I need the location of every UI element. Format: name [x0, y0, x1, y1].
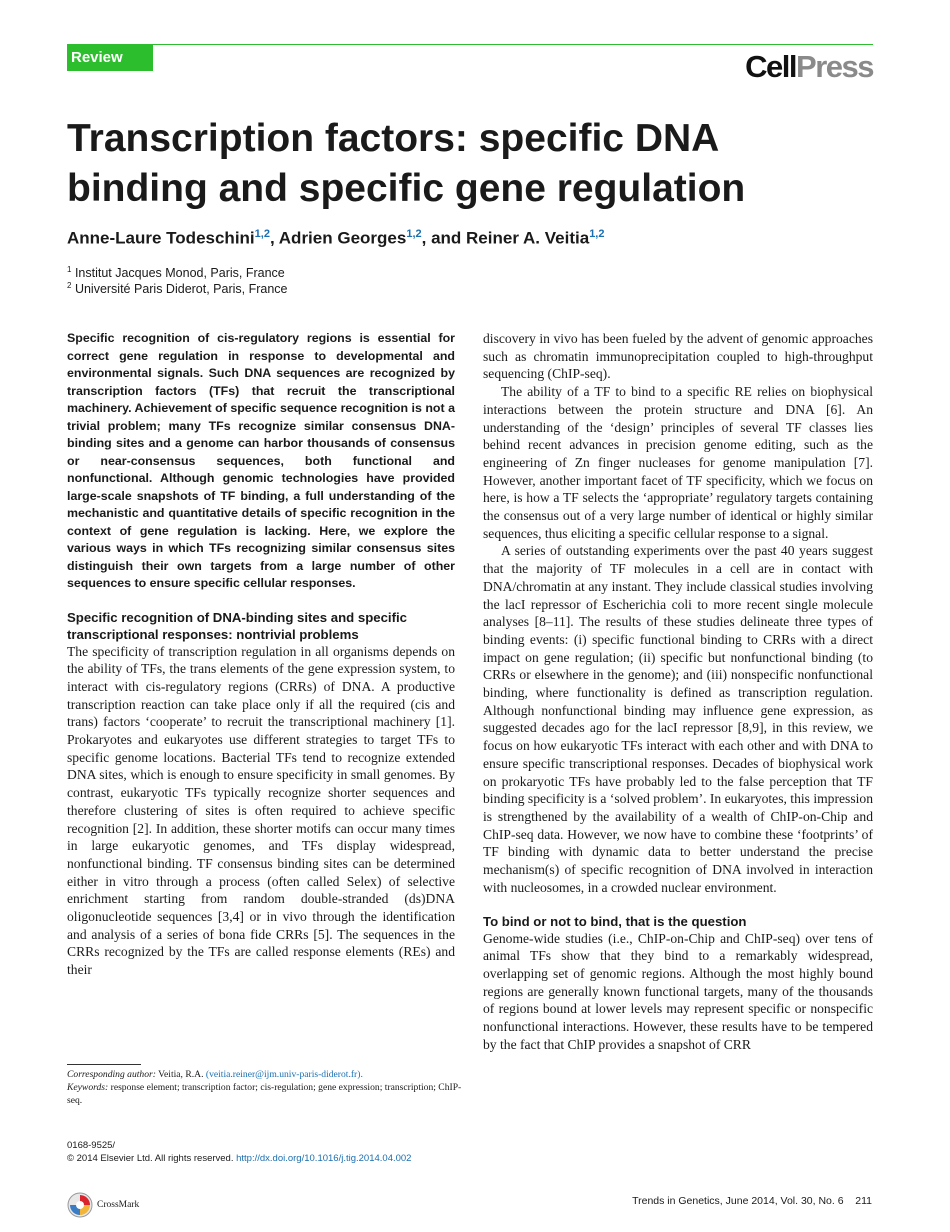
section-heading-to-bind: To bind or not to bind, that is the question: [483, 913, 747, 929]
header-rule: [153, 44, 873, 45]
article-title: [67, 114, 887, 214]
journal-citation: Trends in Genetics, June 2014, Vol. 30, No. 6: [632, 1195, 844, 1207]
copyright-text: © 2014 Elsevier Ltd. All rights reserved.: [67, 1153, 234, 1164]
section-heading-specific-recognition: Specific recognition of DNA-binding sites and specific transcriptional responses: nontrivial problems: [67, 609, 407, 642]
right-column: [483, 330, 873, 1053]
corresponding-email-link[interactable]: (veitia.reiner@ijm.univ-paris-diderot.fr).: [205, 1069, 363, 1080]
keywords-text: response element; transcription factor; cis-regulation; gene expression; transcription; ChIP-seq.: [67, 1082, 462, 1106]
author-name: Reiner A. Veitia: [466, 228, 590, 248]
paragraph-discovery: discovery in vivo has been fueled by the advent of genomic approaches such as chromatin immunoprecipitation coupled to high-throughput sequencing (ChIP-seq).: [483, 331, 873, 382]
affiliation-text: Institut Jacques Monod, Paris, France: [74, 266, 285, 281]
author-name: Adrien Georges: [278, 228, 407, 248]
corresponding-author: [67, 1068, 462, 1081]
footnote-rule: [67, 1064, 141, 1065]
page-number: 211: [855, 1195, 872, 1207]
logo-press-text: Press: [796, 49, 873, 84]
author-separator: ,: [269, 228, 279, 248]
journal-footer: [632, 1195, 872, 1207]
crossmark-icon: [67, 1192, 93, 1218]
affiliation-text: Université Paris Diderot, Paris, France: [74, 282, 288, 297]
crossmark-badge[interactable]: [67, 1192, 139, 1218]
author-list: [67, 228, 604, 249]
doi-link[interactable]: http://dx.doi.org/10.1016/j.tig.2014.04.002: [236, 1153, 412, 1164]
paragraph-binding-ability: The ability of a TF to bind to a specific RE relies on biophysical interactions between the protein structure and DNA [6]. An understanding of the ‘design’ principles of several TF classes lies behind recent advances in precision genome editing, such as the engineering of Zn finger nucleases for genome manipulation [7]. However, another important facet of TF specificity, which we focus on here, is how a TF selects the ‘appropriate’ regulatory targets containing the consensus out of a very large number of identical or highly similar sequences, thus eliciting a specific cellular response to a signal.: [483, 384, 873, 541]
affiliation-number: 2: [67, 281, 72, 290]
crossmark-label: CrossMark: [97, 1200, 140, 1210]
author-name: Anne-Laure Todeschini: [67, 228, 255, 248]
section-body-to-bind: Genome-wide studies (i.e., ChIP-on-Chip and ChIP-seq) over tens of animal TFs show that they bind to a remarkably widespread, overlapping set of genomic regions. Although the most highly bound regions are generally known functional targets, many of the thousands of regions bound at lower levels may represent specific or nonspecific nonfunctional interactions. However, these results have to be tempered by the fact that ChIP provides a snapshot of CRR: [483, 930, 873, 1052]
cellpress-logo[interactable]: [745, 49, 873, 85]
affiliation-number: 1: [67, 265, 72, 274]
logo-cell-text: Cell: [745, 49, 797, 84]
review-badge: Review: [67, 44, 153, 71]
author-separator: , and: [421, 228, 467, 248]
affiliation-2: [67, 278, 288, 297]
issn: 0168-9525/: [67, 1140, 116, 1151]
keywords-label: Keywords:: [67, 1082, 109, 1093]
title-line-2: binding and specific gene regulation: [67, 167, 746, 210]
corresponding-label: Corresponding author:: [67, 1069, 156, 1080]
keywords: [67, 1081, 462, 1107]
paragraph-experiments: A series of outstanding experiments over the past 40 years suggest that the majority of TF molecules in a cell are in contact with DNA/chromatin at any instant. They include classical studies involving the lacI repressor of Escherichia coli to more recent single molecule analyses [8–11]. The results of these studies delineate three types of binding events: (i) specific functional binding to CRRs with a direct impact on gene regulation; (ii) specific but nonfunctional binding (to CRRs or elsewhere in the genome); and (iii) nonspecific nonfunctional binding, where functionality is defined as transcription regulation. Although nonfunctional binding may influence gene expression, as suggested decades ago for the lacI repressor [8,9], in this review, we focus on how eukaryotic TFs interact with each other and with DNA to ensure specific transcriptional responses. Decades of biophysical work on prokaryotic TFs have probably led to the false perception that TF binding specificity is a ‘solved problem’. In eukaryotes, this impression is strengthened by the availability of a wealth of ChIP-on-Chip and ChIP-seq data. However, we now have to combine these ‘footprints’ of TF binding with dynamic data to better understand the precise mechanism(s) of specific recognition of DNA involved in interaction with nucleosomes, in a crowded nuclear environment.: [483, 543, 873, 895]
title-line-1: Transcription factors: specific DNA: [67, 117, 720, 160]
left-column: [67, 330, 455, 979]
author-affil-sup[interactable]: 1,2: [406, 228, 422, 240]
author-affil-sup[interactable]: 1,2: [254, 228, 270, 240]
corresponding-name: Veitia, R.A.: [158, 1069, 204, 1080]
copyright-line: [67, 1152, 462, 1165]
author-affil-sup[interactable]: 1,2: [589, 228, 605, 240]
section-body-specific-recognition: The specificity of transcription regulation in all organisms depends on the ability of TFs, the trans elements of the gene expression system, to interact with cis-regulatory regions (CRRs) of DNA. A productive transcription reaction can take place only if all the required (cis and trans) factors ‘cooperate’ to recruit the transcriptional machinery [1]. Prokaryotes and eukaryotes use different strategies to target TFs to specific genome locations. Bacterial TFs tend to recognize extended DNA sites, which is enough to ensure specificity in small genomes. By contrast, eukaryotic TFs typically recognize shorter sequences and therefore clustering of sites is often required to achieve specific recognition [2]. In addition, these shorter motifs can occur many times in large eukaryotic genomes, and TFs display widespread, nonfunctional binding. TF consensus binding sites can be determined either in vitro through a process (often called Selex) of selective enrichment starting from random double-stranded (ds)DNA oligonucleotide sequences [3,4] or in vivo through the identification and analysis of a series of bona fide CRRs [5]. The sequences in the CRRs recognized by the TFs are called response elements (REs) and their: [67, 643, 455, 978]
abstract: Specific recognition of cis-regulatory regions is essential for correct gene regulation in response to developmental and environmental signals. Such DNA sequences are recognized by transcription factors (TFs) that recruit the transcriptional machinery. Achievement of specific sequence recognition is not a trivial problem; many TFs recognize similar consensus DNA-binding sites and a genome can harbor thousands of consensus or near-consensus sequences, both functional and nonfunctional. Although genomic technologies have provided large-scale snapshots of TF binding, a full understanding of the mechanistic and quantitative details of specific recognition in the context of gene regulation is lacking. Here, we explore the various ways in which TFs recognizing similar consensus sites distinguish their own targets from a large number of other sequences to ensure specific cellular responses.: [67, 331, 455, 590]
